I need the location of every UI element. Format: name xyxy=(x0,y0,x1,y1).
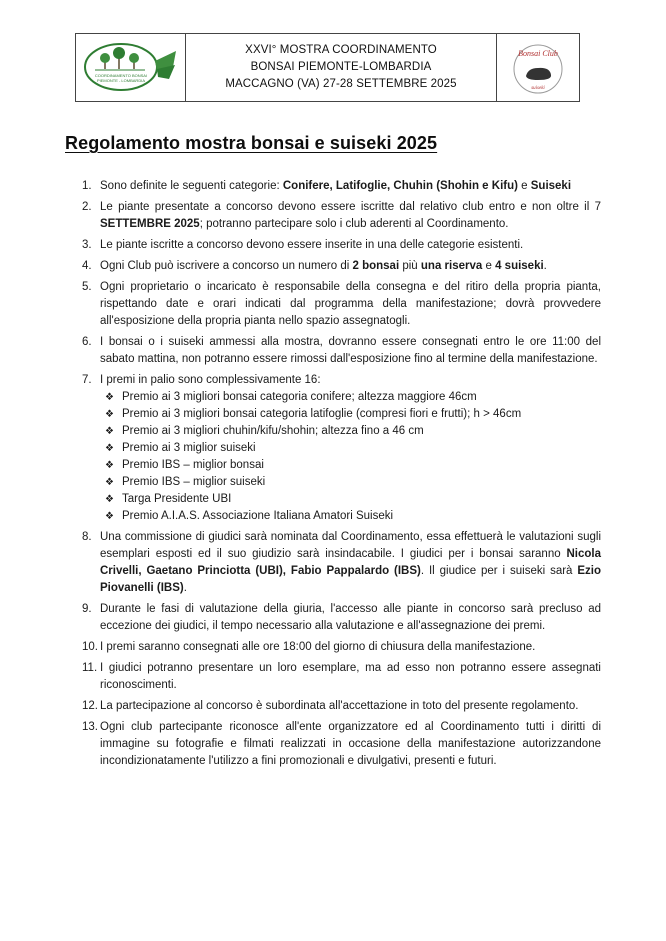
diamond-bullet-icon: ❖ xyxy=(105,477,114,488)
item-text: Ogni proprietario o incaricato è responsabile della consegna e del ritiro della propria pianta, rispettando date e orari indicati dal programma della manifestazione; dovrà provvedere all'esposizione della propria pianta nello spazio assegnatogli. xyxy=(100,281,601,327)
item-body xyxy=(100,258,601,275)
document-title: Regolamento mostra bonsai e suiseki 2025 xyxy=(65,133,438,153)
item-text: Ogni Club può iscrivere a concorso un numero di 2 bonsai più una riserva e 4 suiseki. xyxy=(100,260,547,272)
item-text: I giudici potranno presentare un loro esemplare, ma ad esso non potranno essere assegnati riconoscimenti. xyxy=(100,662,601,691)
sub-list-item xyxy=(105,474,601,491)
item-number: 3. xyxy=(82,239,92,251)
item-body xyxy=(100,639,601,656)
item-number: 7. xyxy=(82,374,92,386)
item-number: 6. xyxy=(82,336,92,348)
item-text: Le piante presentate a concorso devono essere iscritte dal relativo club entro e non oltre il 7 SETTEMBRE 2025; potranno partecipare solo i club aderenti al Coordinamento. xyxy=(100,201,601,230)
item-body xyxy=(100,529,601,597)
list-item xyxy=(65,698,601,715)
item-number: 1. xyxy=(82,180,92,192)
item-text: Sono definite le seguenti categorie: Conifere, Latifoglie, Chuhin (Shohin e Kifu) e Suiseki xyxy=(100,180,572,192)
list-item xyxy=(65,279,601,330)
coordinamento-bonsai-logo xyxy=(81,39,181,97)
right-logo-cell xyxy=(496,34,579,101)
list-item xyxy=(65,372,601,525)
diamond-bullet-icon: ❖ xyxy=(105,409,114,420)
list-item xyxy=(65,258,601,275)
item-body xyxy=(100,372,601,525)
item-number: 10. xyxy=(82,641,98,653)
left-logo-cell xyxy=(76,34,186,101)
sub-item-text: Premio IBS – miglior suiseki xyxy=(122,476,266,488)
sub-item-text: Targa Presidente UBI xyxy=(122,493,232,505)
item-number: 2. xyxy=(82,201,92,213)
item-body xyxy=(100,601,601,635)
item-number: 11. xyxy=(82,662,98,674)
sub-list-item xyxy=(105,389,601,406)
header-line-3: MACCAGNO (VA) 27-28 SETTEMBRE 2025 xyxy=(225,78,457,90)
item-number: 4. xyxy=(82,260,92,272)
diamond-bullet-icon: ❖ xyxy=(105,460,114,471)
list-item xyxy=(65,719,601,770)
sub-item-text: Premio ai 3 migliori chuhin/kifu/shohin; altezza fino a 46 cm xyxy=(122,425,424,437)
sub-item-text: Premio IBS – miglior bonsai xyxy=(122,459,264,471)
diamond-bullet-icon: ❖ xyxy=(105,392,114,403)
item-body xyxy=(100,334,601,368)
item-text: I premi in palio sono complessivamente 16: xyxy=(100,374,321,386)
sub-list-item xyxy=(105,457,601,474)
item-number: 12. xyxy=(82,700,98,712)
svg-text:suiseki: suiseki xyxy=(531,85,545,91)
sub-list-item xyxy=(105,440,601,457)
item-number: 13. xyxy=(82,721,98,733)
item-text: Le piante iscritte a concorso devono essere inserite in una delle categorie esistenti. xyxy=(100,239,524,251)
sub-list-item xyxy=(105,491,601,508)
diamond-bullet-icon: ❖ xyxy=(105,511,114,522)
item-body xyxy=(100,698,601,715)
document-header xyxy=(75,33,580,102)
list-item xyxy=(65,178,601,195)
diamond-bullet-icon: ❖ xyxy=(105,443,114,454)
list-item xyxy=(65,601,601,635)
sub-list-item xyxy=(105,423,601,440)
sub-list-item xyxy=(105,508,601,525)
regulation-list xyxy=(65,178,601,774)
sub-item-text: Premio ai 3 migliori bonsai categoria latifoglie (compresi fiori e frutti); h > 46cm xyxy=(122,408,522,420)
svg-text:COORDINAMENTO BONSAI: COORDINAMENTO BONSAI xyxy=(94,72,147,78)
item-number: 9. xyxy=(82,603,92,615)
list-item xyxy=(65,334,601,368)
item-text: Una commissione di giudici sarà nominata dal Coordinamento, essa effettuerà le valutazioni sugli esemplari esposti ed il suo giudizio sarà insindacabile. I giudici per i bonsai saranno Nicola Crivelli, Gaetano Princiotta (UBI), Fabio Pappalardo (IBS). Il giudice per i suiseki sarà Ezio Piovanelli (IBS). xyxy=(100,531,602,594)
item-body xyxy=(100,237,601,254)
list-item xyxy=(65,639,601,656)
svg-text:PIEMONTE - LOMBARDIA: PIEMONTE - LOMBARDIA xyxy=(96,77,145,83)
svg-text:Bonsai Club: Bonsai Club xyxy=(518,48,558,58)
list-item xyxy=(65,660,601,694)
item-text: Durante le fasi di valutazione della giuria, l'accesso alle piante in concorso sarà precluso ad eccezione dei giudici, il tempo necessario alla valutazione e all'assegnazione dei premi. xyxy=(100,603,601,632)
list-item xyxy=(65,199,601,233)
sub-list-item xyxy=(105,406,601,423)
item-number: 5. xyxy=(82,281,92,293)
list-item xyxy=(65,237,601,254)
item-text: I bonsai o i suiseki ammessi alla mostra, dovranno essere consegnati entro le ore 11:00 del sabato mattina, non potranno essere rimossi dall'esposizione fino al termine della manifestazione. xyxy=(100,336,601,365)
header-title-cell xyxy=(186,34,496,101)
diamond-bullet-icon: ❖ xyxy=(105,494,114,505)
header-line-1: XXVI° MOSTRA COORDINAMENTO xyxy=(245,44,437,56)
sub-item-text: Premio ai 3 migliori bonsai categoria conifere; altezza maggiore 46cm xyxy=(122,391,477,403)
item-number: 8. xyxy=(82,531,92,543)
item-text: Ogni club partecipante riconosce all'ente organizzatore ed al Coordinamento tutti i diritti di immagine su fotografie e filmati realizzati in occasione della manifestazione autorizzandone incondizionatamente l'utilizzo a fini promozionali e divulgativi, presenti e futuri. xyxy=(100,721,601,767)
header-line-2: BONSAI PIEMONTE-LOMBARDIA xyxy=(250,61,432,73)
item-body xyxy=(100,279,601,330)
sub-item-text: Premio A.I.A.S. Associazione Italiana Amatori Suiseki xyxy=(122,510,394,522)
item-body xyxy=(100,199,601,233)
diamond-bullet-icon: ❖ xyxy=(105,426,114,437)
item-body xyxy=(100,719,601,770)
sub-item-text: Premio ai 3 miglior suiseki xyxy=(122,442,256,454)
item-body xyxy=(100,660,601,694)
bonsai-club-badge-logo xyxy=(508,38,568,98)
list-item xyxy=(65,529,601,597)
item-body xyxy=(100,178,601,195)
item-text: La partecipazione al concorso è subordinata all'accettazione in toto del presente regolamento. xyxy=(100,700,579,712)
item-text: I premi saranno consegnati alle ore 18:00 del giorno di chiusura della manifestazione. xyxy=(100,641,536,653)
